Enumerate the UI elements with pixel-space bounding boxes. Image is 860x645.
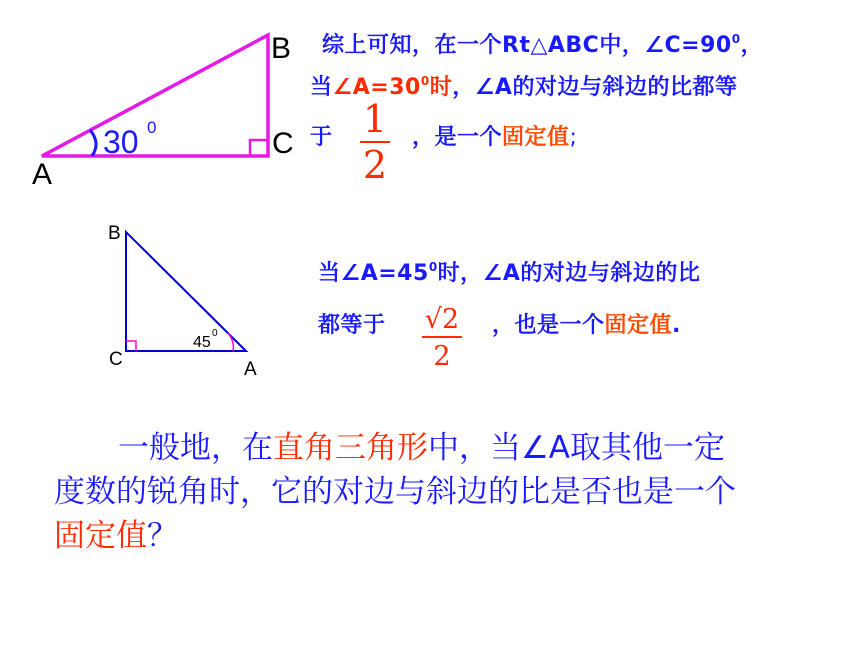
para1-line1-sup: 0 [731, 32, 741, 46]
triangle-30-diagram [0, 0, 310, 200]
para2-line2-start: 都等于 [318, 313, 386, 338]
para3-line1 [54, 426, 844, 470]
para1-fixed-value: 固定值 [502, 125, 570, 150]
para3-line2: 度数的锐角时，它的对边与斜边的比是否也是一个 [54, 474, 736, 510]
para2-line1-start: 当∠A=45 [318, 261, 429, 286]
para3-line1-end: 中，当∠A取其他一定 [428, 430, 725, 466]
fraction-root2-denominator: 2 [433, 340, 451, 372]
triangle-45-label-b: B [108, 223, 121, 244]
para1-line2-start: 当 [310, 75, 333, 100]
para1-line3-tail [412, 120, 577, 151]
triangle-45-angle-unit: 0 [212, 328, 218, 339]
triangle-30-angle-value: 30 [103, 124, 139, 160]
fraction-root2-half [420, 306, 464, 370]
right-angle-marker [250, 140, 268, 156]
para1-line3-text: ，是一个 [412, 125, 503, 150]
para1-angle-sup: 0 [420, 74, 430, 88]
para1-line3-end: ; [569, 125, 578, 150]
angle-arc [90, 130, 96, 156]
triangle-30-label-a: A [32, 158, 53, 191]
fraction-one-half-denominator: 2 [362, 143, 388, 187]
triangle-45-angle-value: 45 [193, 334, 211, 351]
para1-line1-text: 综上可知，在一个Rt△ABC中，∠C=90 [322, 33, 732, 58]
para3-line1-start: 一般地，在 [118, 430, 273, 466]
para2-line2 [318, 308, 386, 339]
question-paragraph [54, 426, 844, 558]
para3-right-triangle: 直角三角形 [273, 430, 428, 466]
para1-line1 [322, 28, 763, 59]
para2-line1-end: 时，∠A的对边与斜边的比 [437, 261, 701, 286]
fraction-root2-numerator: √2 [424, 304, 460, 335]
triangle-30-label-b: B [271, 32, 292, 65]
triangle-30-angle-unit: 0 [147, 118, 157, 137]
triangle-30-shape [42, 35, 268, 156]
para2-line2-text: ，也是一个 [492, 313, 605, 338]
triangle-45-label-a: A [244, 359, 257, 380]
para2-line1 [318, 256, 700, 287]
para3-line3 [54, 514, 844, 558]
triangle-45-label-c: C [109, 349, 123, 370]
right-angle-marker-2 [126, 341, 136, 351]
para1-line3-start: 于 [310, 125, 333, 150]
triangle-30-label-c: C [272, 127, 294, 160]
angle-arc-2 [228, 333, 233, 351]
fraction-one-half-numerator: 1 [362, 97, 388, 141]
fraction-root2-bar [422, 336, 462, 338]
para1-line1-end: ， [740, 33, 764, 58]
para2-fixed-value: 固定值 [604, 313, 673, 338]
para1-line3 [310, 120, 333, 151]
para1-angle-time: 时 [429, 75, 453, 100]
para1-line2-end: ，∠A的对边与斜边的比都等 [452, 75, 738, 100]
para3-question-mark: ？ [147, 518, 178, 554]
para2-line1-sup: 0 [428, 260, 438, 274]
triangle-45-diagram [100, 220, 270, 385]
para2-line2-tail [492, 308, 681, 339]
para2-line2-end: . [672, 313, 681, 338]
para1-angle-a: ∠A=30 [332, 75, 421, 100]
para3-fixed-value: 固定值 [54, 518, 147, 554]
fraction-one-half [357, 97, 393, 187]
